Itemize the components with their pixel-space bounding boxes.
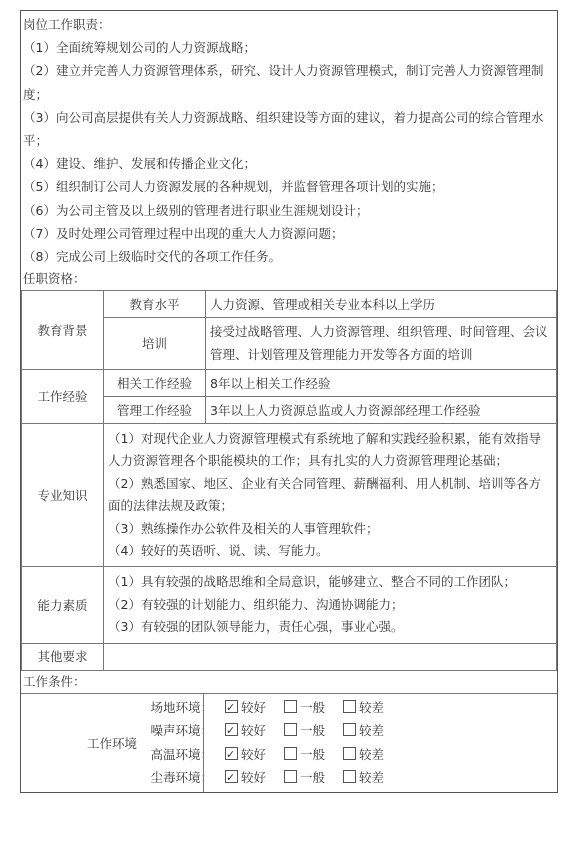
- checkbox-poor[interactable]: [343, 747, 356, 760]
- env-row-noise: 噪声环境： ✓ 较好 一般 较差: [21, 719, 557, 743]
- knowledge-item: （3）熟练操作办公软件及相关的人事管理软件；: [108, 520, 379, 536]
- table-row: [22, 424, 557, 567]
- checkbox-poor[interactable]: [343, 723, 356, 736]
- duty-item: （1）全面统筹规划公司的人力资源战略；: [23, 40, 256, 56]
- checkbox-poor[interactable]: [343, 770, 356, 783]
- checkbox-poor[interactable]: [343, 700, 356, 713]
- duty-item: （5）组织制订公司人力资源发展的各种规划，并监督管理各项计划的实施；: [23, 179, 444, 195]
- duty-item: （2）建立并完善人力资源管理体系，研究、设计人力资源管理模式，制订完善人力资源管理制度；: [23, 63, 544, 102]
- divider: [203, 694, 204, 792]
- checkbox-good[interactable]: [225, 700, 238, 713]
- qualifications-table: [21, 290, 557, 670]
- conditions-title: 工作条件：: [23, 673, 86, 689]
- other-value: [104, 643, 557, 670]
- checkbox-good[interactable]: [225, 723, 238, 736]
- other-label: 其他要求: [22, 643, 104, 670]
- env-row-label: 噪声环境：: [150, 723, 213, 739]
- duties-section: [21, 11, 557, 268]
- duty-item: （7）及时处理公司管理过程中出现的重大人力资源问题；: [23, 225, 344, 241]
- checkbox-good[interactable]: [225, 747, 238, 760]
- checkbox-average[interactable]: [284, 723, 297, 736]
- duty-item: （6）为公司主管及以上级别的管理者进行职业生涯规划设计；: [23, 202, 369, 218]
- env-row-label: 场地环境：: [150, 699, 213, 715]
- ability-label: 能力素质: [22, 567, 104, 643]
- related-experience-value: 8年以上相关工作经验: [206, 370, 557, 397]
- ability-item: （2）有较强的计划能力、组织能力、沟通协调能力；: [108, 596, 404, 612]
- knowledge-item: （4）较好的英语听、说、读、写能力。: [108, 543, 329, 559]
- table-row: [22, 291, 557, 318]
- duty-item: （3）向公司高层提供有关人力资源战略、组织建设等方面的建议，着力提高公司的综合管理水平；: [23, 109, 544, 149]
- table-row: [22, 643, 557, 670]
- checkbox-average[interactable]: [284, 700, 297, 713]
- duties-title: 岗位工作职责：: [23, 17, 111, 32]
- management-experience-value: 3年以上人力资源总监或人力资源部经理工作经验: [206, 397, 557, 424]
- checkbox-good[interactable]: [225, 770, 238, 783]
- env-row-dust: 尘毒环境： ✓ 较好 一般 较差: [21, 766, 557, 790]
- environment-block: [21, 693, 557, 792]
- education-level-value: 人力资源、管理或相关专业本科以上学历: [206, 291, 557, 318]
- checkbox-average[interactable]: [284, 770, 297, 783]
- training-label: 培训: [104, 318, 206, 370]
- environment-label: 工作环境: [86, 735, 137, 751]
- checkbox-average[interactable]: [284, 747, 297, 760]
- env-row-label: 尘毒环境：: [150, 770, 213, 786]
- duty-item: （8）完成公司上级临时交代的各项工作任务。: [23, 249, 281, 265]
- ability-item: （1）具有较强的战略思维和全局意识，能够建立、整合不同的工作团队；: [108, 574, 516, 590]
- env-row-site: 场地环境： ✓ 较好 一般 较差: [21, 696, 557, 720]
- training-value: 接受过战略管理、人力资源管理、组织管理、时间管理、会议管理、计划管理及管理能力开发等各方面的培训: [206, 318, 557, 370]
- table-row: [22, 370, 557, 397]
- ability-item: （3）有较强的团队领导能力，责任心强，事业心强。: [108, 619, 404, 635]
- env-row-heat: 高温环境： ✓ 较好 一般 较差: [21, 743, 557, 767]
- knowledge-item: （2）熟悉国家、地区、企业有关合同管理、薪酬福利、用人机制、培训等各方面的法律法规及政策；: [108, 475, 541, 514]
- knowledge-item: （1）对现代企业人力资源管理模式有系统地了解和实践经验积累，能有效指导人力资源管理各个职能模块的工作；具有扎实的人力资源管理理论基础；: [108, 431, 541, 469]
- education-label: 教育背景: [22, 291, 104, 370]
- education-level-label: 教育水平: [104, 291, 206, 318]
- table-row: [22, 567, 557, 643]
- experience-label: 工作经验: [22, 370, 104, 424]
- job-description-form: [20, 10, 558, 793]
- management-experience-label: 管理工作经验: [104, 397, 206, 424]
- env-row-label: 高温环境：: [150, 746, 213, 762]
- knowledge-label: 专业知识: [22, 424, 104, 567]
- duty-item: （4）建设、维护、发展和传播企业文化；: [23, 156, 256, 172]
- related-experience-label: 相关工作经验: [104, 370, 206, 397]
- qualifications-title: 任职资格：: [23, 271, 86, 287]
